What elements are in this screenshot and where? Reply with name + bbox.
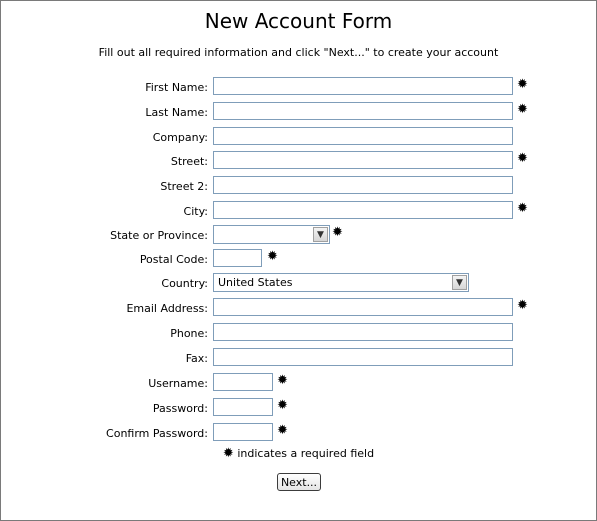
email-label: Email Address: bbox=[126, 302, 208, 315]
row-email bbox=[1, 298, 596, 318]
confirm-password-label: Confirm Password: bbox=[106, 427, 208, 440]
postal-code-label: Postal Code: bbox=[139, 253, 208, 266]
fax-label: Fax: bbox=[185, 352, 208, 365]
required-field-note bbox=[1, 446, 596, 461]
next-button[interactable]: Next... bbox=[277, 473, 321, 491]
street-label: Street: bbox=[170, 155, 208, 168]
required-note-text: indicates a required field bbox=[237, 447, 375, 460]
required-icon: ✹ bbox=[517, 77, 528, 92]
username-input[interactable] bbox=[213, 373, 273, 391]
last-name-input[interactable] bbox=[213, 102, 513, 120]
last-name-label: Last Name: bbox=[145, 106, 208, 119]
row-username bbox=[1, 373, 596, 393]
username-label: Username: bbox=[148, 377, 208, 390]
country-select-value: United States bbox=[218, 276, 293, 289]
street2-input[interactable] bbox=[213, 176, 513, 194]
chevron-down-icon[interactable]: ▼ bbox=[313, 227, 328, 242]
fax-input[interactable] bbox=[213, 348, 513, 366]
first-name-label: First Name: bbox=[145, 81, 208, 94]
page-title: New Account Form bbox=[204, 9, 393, 33]
password-label: Password: bbox=[152, 402, 208, 415]
page-subtitle: Fill out all required information and click "Next..." to create your account bbox=[98, 46, 499, 59]
confirm-password-input[interactable] bbox=[213, 423, 273, 441]
email-input[interactable] bbox=[213, 298, 513, 316]
required-icon: ✹ bbox=[277, 398, 288, 413]
required-icon: ✹ bbox=[517, 298, 528, 313]
row-confirm-password bbox=[1, 423, 596, 443]
street-input[interactable] bbox=[213, 151, 513, 169]
row-state bbox=[1, 225, 596, 245]
row-password bbox=[1, 398, 596, 418]
required-icon: ✹ bbox=[267, 249, 278, 264]
city-label: City: bbox=[183, 205, 208, 218]
phone-input[interactable] bbox=[213, 323, 513, 341]
row-country bbox=[1, 273, 596, 293]
required-icon: ✹ bbox=[277, 373, 288, 388]
row-fax bbox=[1, 348, 596, 368]
row-postal-code bbox=[1, 249, 596, 269]
street2-label: Street 2: bbox=[160, 180, 208, 193]
row-first-name bbox=[1, 77, 596, 97]
city-input[interactable] bbox=[213, 201, 513, 219]
password-input[interactable] bbox=[213, 398, 273, 416]
required-icon: ✹ bbox=[517, 102, 528, 117]
country-label: Country: bbox=[161, 277, 208, 290]
state-label: State or Province: bbox=[110, 229, 208, 242]
required-icon: ✹ bbox=[332, 225, 343, 240]
row-phone bbox=[1, 323, 596, 343]
row-company bbox=[1, 127, 596, 147]
postal-code-input[interactable] bbox=[213, 249, 262, 267]
company-label: Company: bbox=[152, 131, 208, 144]
first-name-input[interactable] bbox=[213, 77, 513, 95]
required-icon: ✹ bbox=[222, 446, 234, 461]
company-input[interactable] bbox=[213, 127, 513, 145]
row-street bbox=[1, 151, 596, 171]
row-street2 bbox=[1, 176, 596, 196]
required-icon: ✹ bbox=[277, 423, 288, 438]
row-last-name bbox=[1, 102, 596, 122]
country-select[interactable] bbox=[213, 273, 469, 292]
state-select[interactable] bbox=[213, 225, 330, 244]
required-icon: ✹ bbox=[517, 201, 528, 216]
required-icon: ✹ bbox=[517, 151, 528, 166]
row-city bbox=[1, 201, 596, 221]
phone-label: Phone: bbox=[170, 327, 208, 340]
chevron-down-icon[interactable]: ▼ bbox=[452, 275, 467, 290]
